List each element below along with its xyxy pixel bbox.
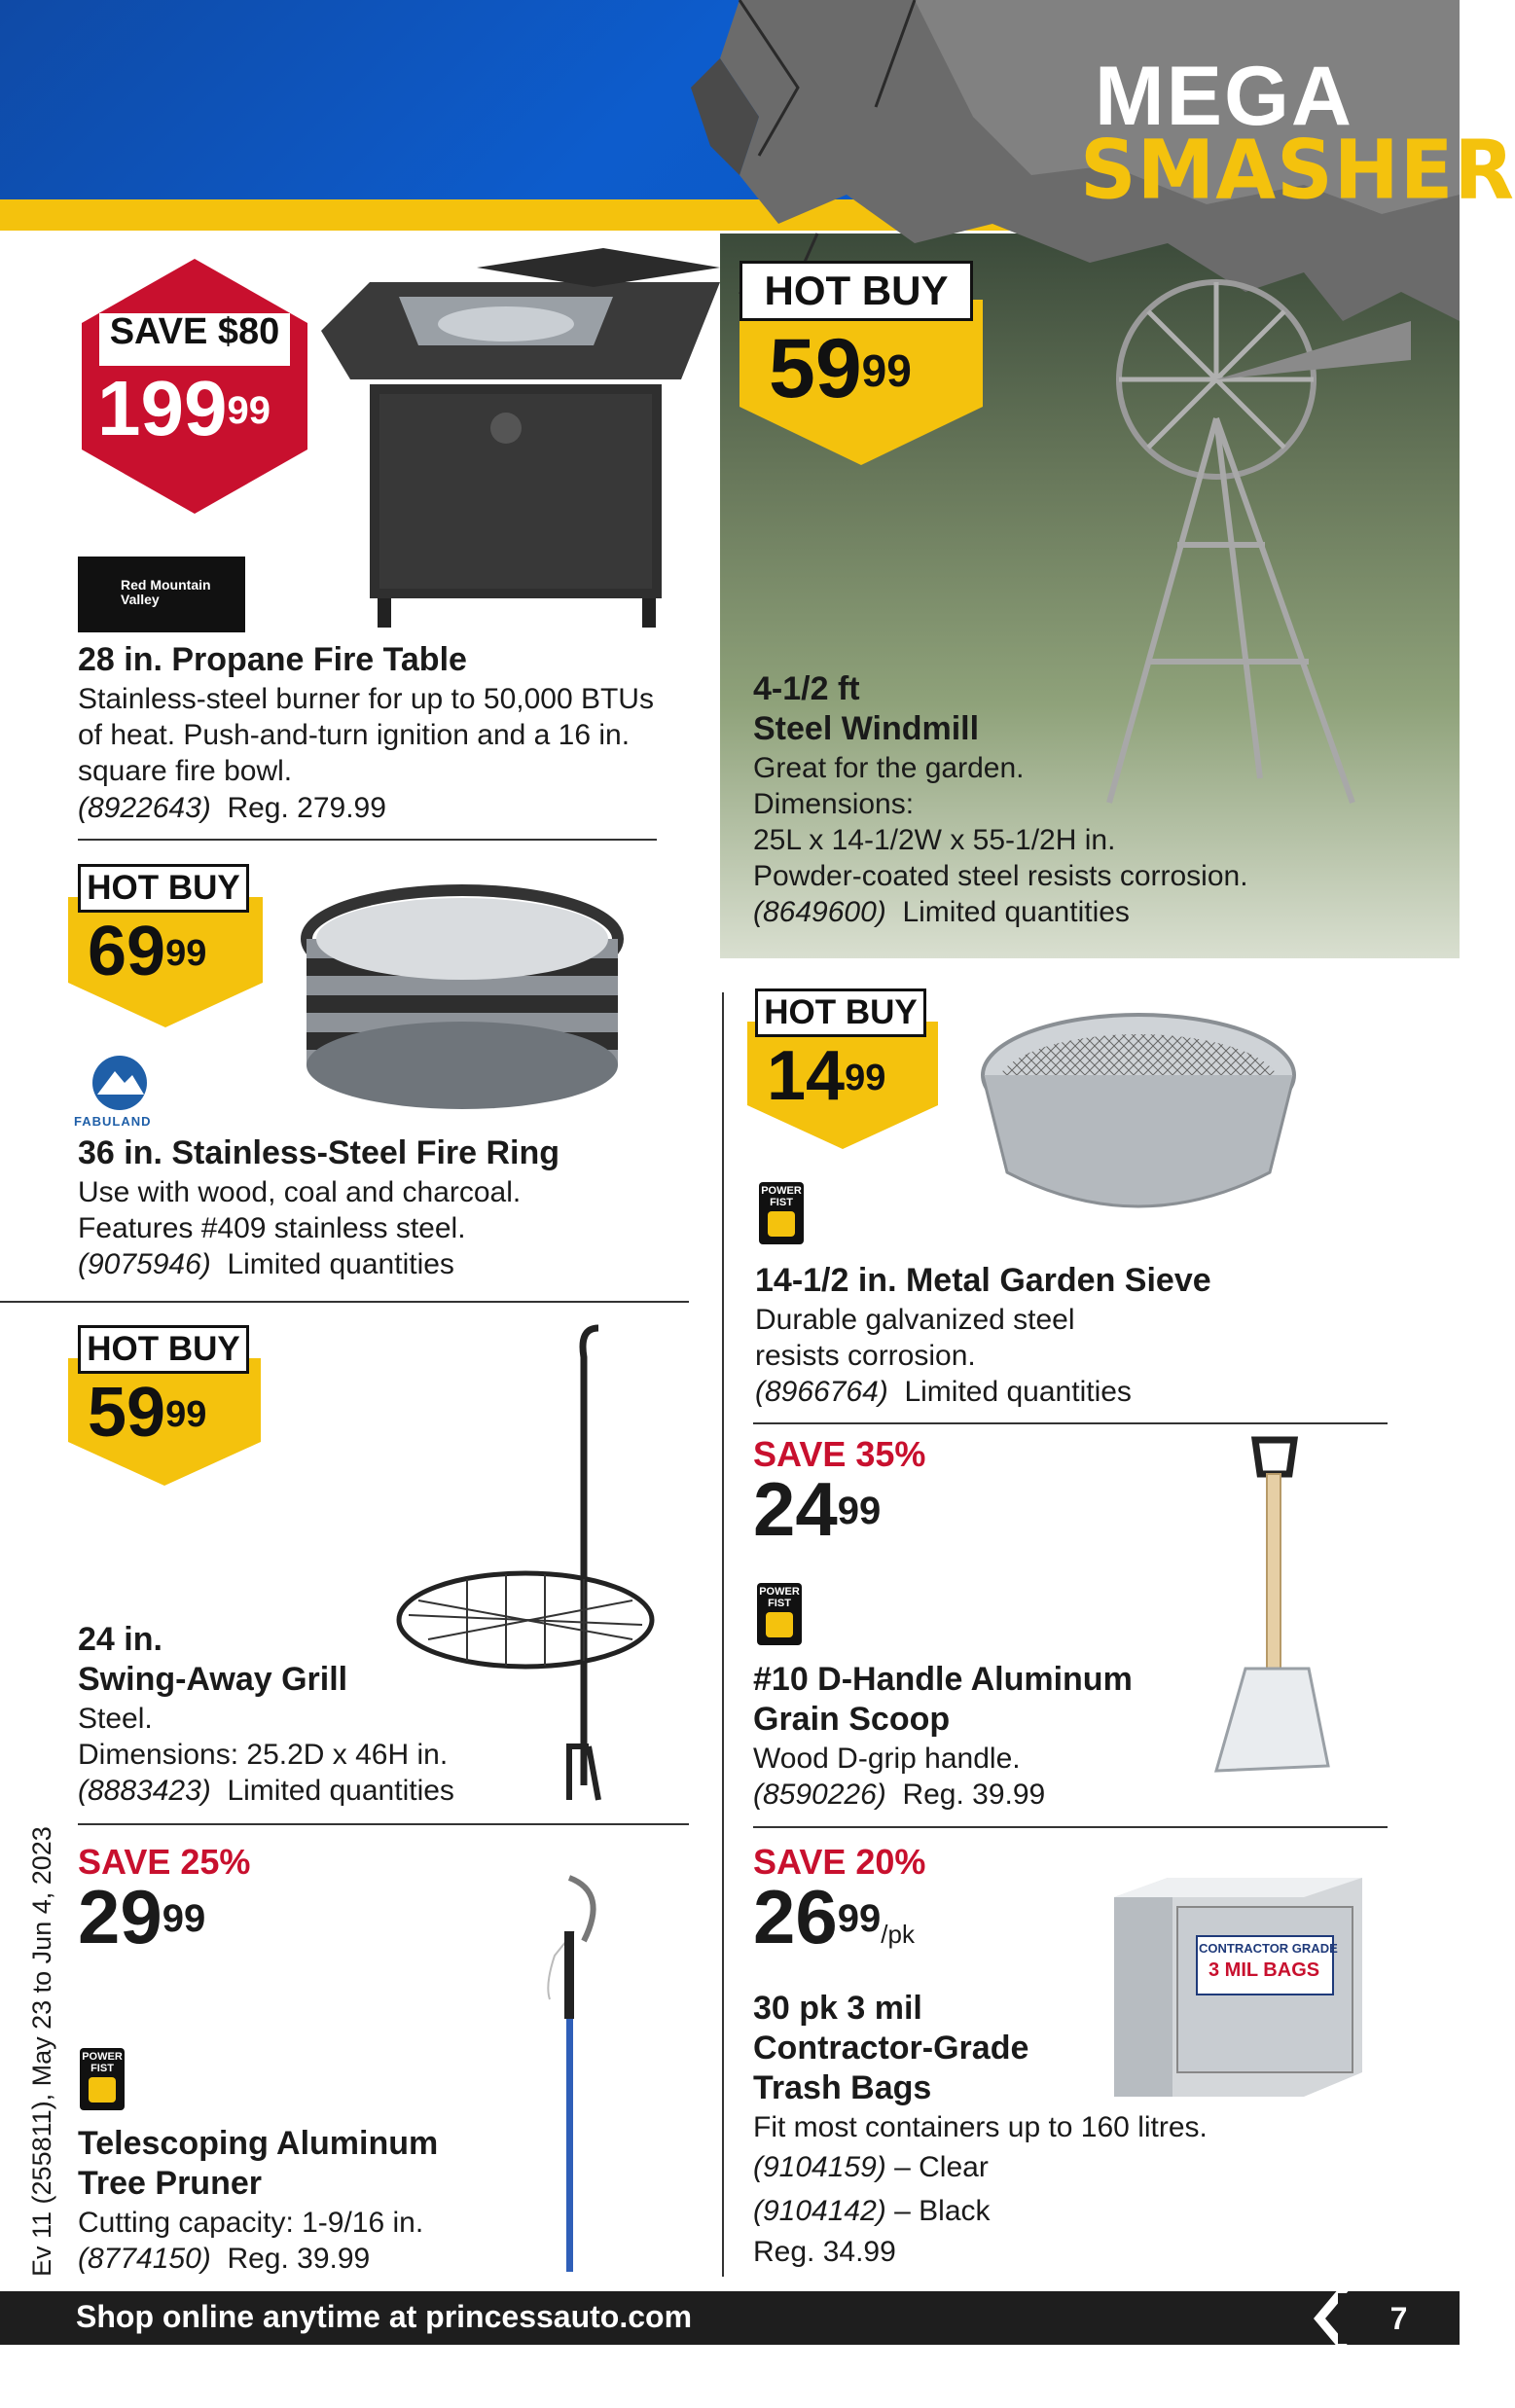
hot-buy-label: HOT BUY <box>755 988 926 1037</box>
trash-bags-desc-1: Fit most containers up to 160 litres. <box>753 2111 1208 2143</box>
red-mountain-valley-logo <box>78 557 245 632</box>
hot-buy-label: HOT BUY <box>78 1325 249 1374</box>
box-label-1: CONTRACTOR GRADE <box>1199 1941 1338 1956</box>
grill-title-2: Swing-Away Grill <box>78 1661 348 1698</box>
windmill-title-1: 4-1/2 ft <box>753 670 860 707</box>
sku: (9104142) <box>753 2195 886 2227</box>
divider <box>753 1826 1388 1828</box>
trash-bags-title-3: Trash Bags <box>753 2069 932 2106</box>
fist-icon <box>89 2077 116 2103</box>
brand-logo-text: Red Mountain Valley <box>121 577 211 607</box>
fist-icon <box>766 1612 793 1637</box>
windmill-desc-4: Powder-coated steel resists corrosion. <box>753 860 1248 892</box>
sku: (8590226) <box>753 1779 886 1811</box>
sku: (9104159) <box>753 2151 886 2183</box>
sku: (8649600) <box>753 896 886 928</box>
footer-shop-online-link[interactable]: Shop online anytime at princessauto.com <box>76 2299 693 2334</box>
pruner-desc-1: Cutting capacity: 1-9/16 in. <box>78 2207 424 2239</box>
reg-price: Reg. 39.99 <box>902 1779 1046 1811</box>
fire-ring-desc-2: Features #409 stainless steel. <box>78 1212 466 1244</box>
note: Limited quantities <box>227 1248 454 1280</box>
fire-table-title: 28 in. Propane Fire Table <box>78 641 467 678</box>
grill-desc-2: Dimensions: 25.2D x 46H in. <box>78 1739 449 1771</box>
grill-title-1: 24 in. <box>78 1621 162 1658</box>
fire-ring-sku-line <box>78 1246 454 1282</box>
brand-logo-text: POWER FIST <box>759 1586 800 1609</box>
price-dollars: 26 <box>753 1874 838 1959</box>
sku: (8966764) <box>755 1376 888 1408</box>
pruner-price <box>78 1874 206 1959</box>
reg-price: Reg. 39.99 <box>227 2243 371 2275</box>
price-dollars: 59 <box>88 1374 166 1452</box>
price-dollars: 24 <box>753 1466 838 1552</box>
fabuland-logo-text: FABULAND <box>74 1114 152 1129</box>
brand-logo-text: POWER FIST <box>761 1185 802 1208</box>
column-divider <box>722 992 724 2277</box>
hot-buy-label: HOT BUY <box>739 261 973 321</box>
grill-desc-1: Steel. <box>78 1703 153 1735</box>
variant: – Clear <box>894 2151 989 2183</box>
garden-sieve-image <box>978 1007 1299 1240</box>
fist-icon <box>768 1211 795 1237</box>
price-cents: 99 <box>165 933 207 974</box>
trash-bags-box-image <box>1109 1878 1367 2102</box>
price-cents: 99 <box>861 345 912 396</box>
pruner-title-1: Telescoping Aluminum <box>78 2125 439 2162</box>
pruner-sku-line <box>78 2241 370 2277</box>
trash-bags-title-1: 30 pk 3 mil <box>753 1990 922 2027</box>
sieve-sku-line <box>755 1374 1132 1410</box>
fire-ring-title: 36 in. Stainless-Steel Fire Ring <box>78 1134 560 1171</box>
pruner-save-label: SAVE 25% <box>78 1842 251 1882</box>
price-cents: 99 <box>227 389 271 432</box>
price-dollars: 199 <box>97 365 228 451</box>
sieve-hot-buy-badge <box>747 988 938 1149</box>
trash-bags-sku-clear <box>753 2149 989 2185</box>
event-date-side-text: Ev 11 (255811), May 23 to Jun 4, 2023 <box>27 1826 56 2277</box>
trash-bags-save-label: SAVE 20% <box>753 1842 926 1882</box>
page-number: 7 <box>1338 2293 1460 2344</box>
scoop-desc-1: Wood D-grip handle. <box>753 1743 1021 1775</box>
scoop-price <box>753 1466 882 1552</box>
box-label-2: 3 MIL BAGS <box>1208 1959 1320 1981</box>
price-cents: 99 <box>165 1394 207 1435</box>
windmill-hot-buy-badge <box>739 261 983 465</box>
trash-bags-reg: Reg. 34.99 <box>753 2236 896 2268</box>
brand-logo-text: POWER FIST <box>82 2051 123 2074</box>
trash-bags-sku-black <box>753 2193 991 2229</box>
divider <box>78 839 657 841</box>
price-cents: 99 <box>837 1490 882 1532</box>
grill-hot-buy-badge <box>68 1325 261 1486</box>
price-dollars: 29 <box>78 1874 162 1959</box>
reg-price: Reg. 279.99 <box>227 792 386 824</box>
scoop-sku-line <box>753 1777 1045 1813</box>
power-fist-logo <box>759 1182 804 1244</box>
grill-sku-line <box>78 1773 454 1809</box>
grain-scoop-image <box>1207 1435 1333 1780</box>
divider <box>753 1422 1388 1424</box>
note: Limited quantities <box>227 1775 454 1807</box>
pruner-title-2: Tree Pruner <box>78 2165 262 2202</box>
fire-table-price <box>97 365 271 451</box>
sieve-desc-2: resists corrosion. <box>755 1340 976 1372</box>
note: Limited quantities <box>902 896 1130 928</box>
price-unit: /pk <box>881 1920 915 1949</box>
trash-bags-title-2: Contractor-Grade <box>753 2030 1029 2067</box>
sieve-title: 14-1/2 in. Metal Garden Sieve <box>755 1262 1211 1299</box>
price-dollars: 59 <box>769 322 862 415</box>
sieve-desc-1: Durable galvanized steel <box>755 1304 1075 1336</box>
note: Limited quantities <box>904 1376 1132 1408</box>
windmill-desc-2: Dimensions: <box>753 788 915 820</box>
brand-line-mega: MEGA <box>1095 50 1353 143</box>
fire-table-desc-1: Stainless-steel burner for up to 50,000 BTUs <box>78 683 654 715</box>
hot-buy-label: HOT BUY <box>78 864 249 913</box>
power-fist-logo <box>80 2048 125 2110</box>
price-cents: 99 <box>162 1897 206 1940</box>
windmill-sku-line <box>753 894 1130 930</box>
price-cents: 99 <box>837 1897 882 1940</box>
tree-pruner-image <box>525 1873 613 2277</box>
sku: (8883423) <box>78 1775 211 1807</box>
price-dollars: 69 <box>88 913 166 990</box>
power-fist-logo <box>757 1583 802 1645</box>
sku: (8922643) <box>78 792 211 824</box>
scoop-save-label: SAVE 35% <box>753 1434 926 1474</box>
sku: (9075946) <box>78 1248 211 1280</box>
windmill-image <box>1090 272 1421 817</box>
fire-table-desc-2: of heat. Push-and-turn ignition and a 16 in. <box>78 719 631 751</box>
windmill-title-2: Steel Windmill <box>753 710 980 747</box>
windmill-desc-1: Great for the garden. <box>753 752 1025 784</box>
fire-ring-hot-buy-badge <box>68 864 263 1027</box>
divider <box>78 1823 689 1825</box>
divider <box>0 1301 689 1303</box>
trash-bags-price <box>753 1874 915 1972</box>
fire-table-sku-line <box>78 790 386 826</box>
save-amount: SAVE $80 <box>109 311 280 352</box>
scoop-title-2: Grain Scoop <box>753 1701 951 1738</box>
fire-ring-desc-1: Use with wood, coal and charcoal. <box>78 1176 522 1208</box>
windmill-desc-3: 25L x 14-1/2W x 55-1/2H in. <box>753 824 1116 856</box>
fire-ring-image <box>297 881 628 1114</box>
brand-line-smasher: SMASHER <box>1080 122 1515 218</box>
fire-table-image <box>321 238 720 632</box>
fire-table-desc-3: square fire bowl. <box>78 755 293 787</box>
price-dollars: 14 <box>767 1037 846 1115</box>
variant: – Black <box>894 2195 991 2227</box>
sku: (8774150) <box>78 2243 211 2275</box>
scoop-title-1: #10 D-Handle Aluminum <box>753 1661 1133 1698</box>
price-cents: 99 <box>845 1058 886 1098</box>
